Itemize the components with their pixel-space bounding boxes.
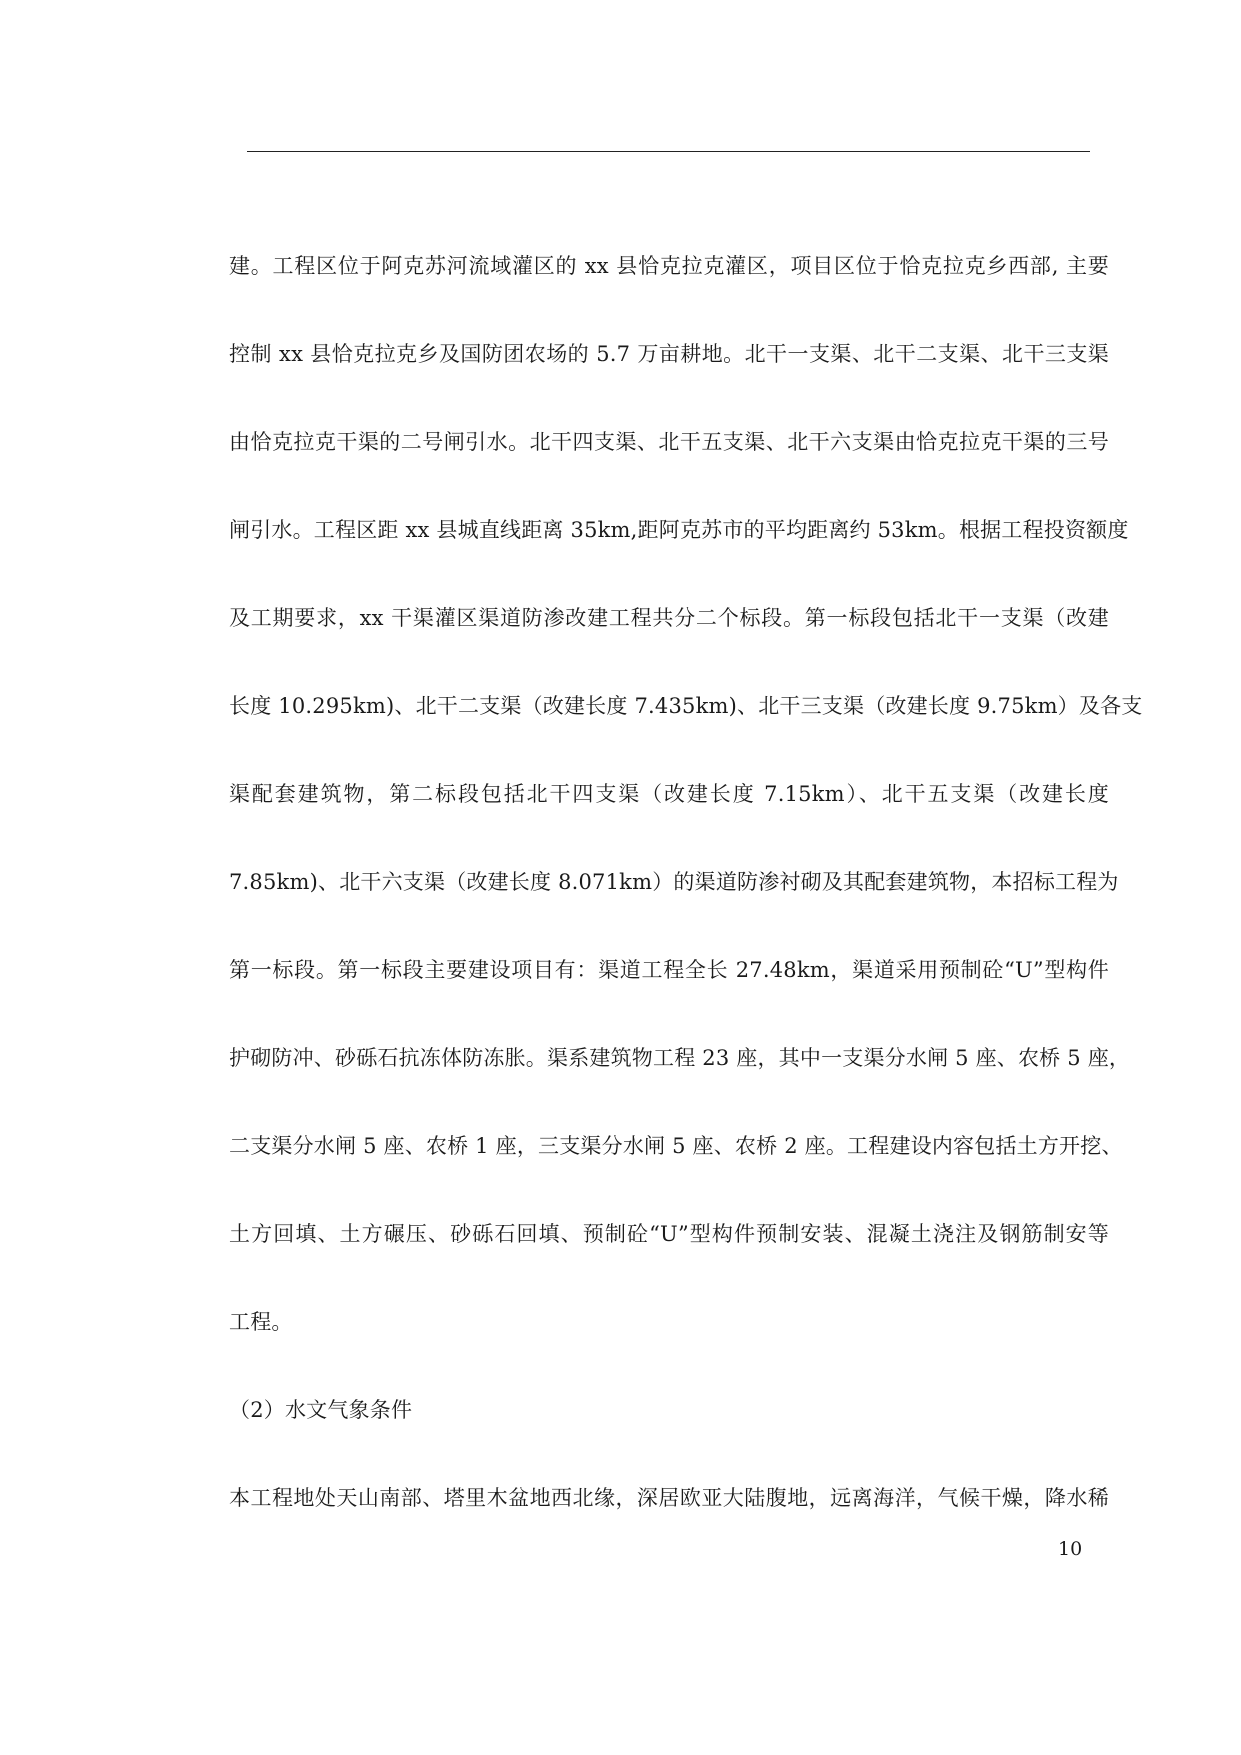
text-line: 建。工程区位于阿克苏河流域灌区的 xx 县恰克拉克灌区，项目区位于恰克拉克乡西部, 主要 <box>229 254 1109 278</box>
text-line: 工程。 <box>229 1310 293 1334</box>
text-line: 由恰克拉克干渠的二号闸引水。北干四支渠、北干五支渠、北干六支渠由恰克拉克干渠的三号 <box>229 430 1109 454</box>
section-heading: （2）水文气象条件 <box>229 1398 413 1422</box>
text-line: 第一标段。第一标段主要建设项目有：渠道工程全长 27.48km，渠道采用预制砼“U”型构件 <box>229 958 1109 982</box>
text-line: 控制 xx 县恰克拉克乡及国防团农场的 5.7 万亩耕地。北干一支渠、北干二支渠、北干三支渠 <box>229 342 1109 366</box>
header-rule <box>247 151 1090 152</box>
text-line: 及工期要求，xx 干渠灌区渠道防渗改建工程共分二个标段。第一标段包括北干一支渠（改建 <box>229 606 1109 630</box>
text-line: 二支渠分水闸 5 座、农桥 1 座，三支渠分水闸 5 座、农桥 2 座。工程建设内容包括土方开挖、 <box>229 1134 1123 1158</box>
text-line: 护砌防冲、砂砾石抗冻体防冻胀。渠系建筑物工程 23 座，其中一支渠分水闸 5 座、农桥 5 座， <box>229 1046 1131 1070</box>
text-line: 闸引水。工程区距 xx 县城直线距离 35km,距阿克苏市的平均距离约 53km。根据工程投资额度 <box>229 518 1129 542</box>
text-line: 长度 10.295km)、北干二支渠（改建长度 7.435km)、北干三支渠（改建长度 9.75km）及各支 <box>229 694 1143 718</box>
text-line: 土方回填、土方碾压、砂砾石回填、预制砼“U”型构件预制安装、混凝土浇注及钢筋制安等 <box>229 1222 1109 1246</box>
text-line: 渠配套建筑物，第二标段包括北干四支渠（改建长度 7.15km）、北干五支渠（改建长度 <box>229 782 1109 806</box>
text-line: 本工程地处天山南部、塔里木盆地西北缘，深居欧亚大陆腹地，远离海洋，气候干燥，降水稀 <box>229 1486 1109 1510</box>
page-number: 10 <box>1058 1538 1083 1560</box>
body-text <box>229 253 1143 1573</box>
text-line: 7.85km)、北干六支渠（改建长度 8.071km）的渠道防渗衬砌及其配套建筑物，本招标工程为 <box>229 870 1119 894</box>
